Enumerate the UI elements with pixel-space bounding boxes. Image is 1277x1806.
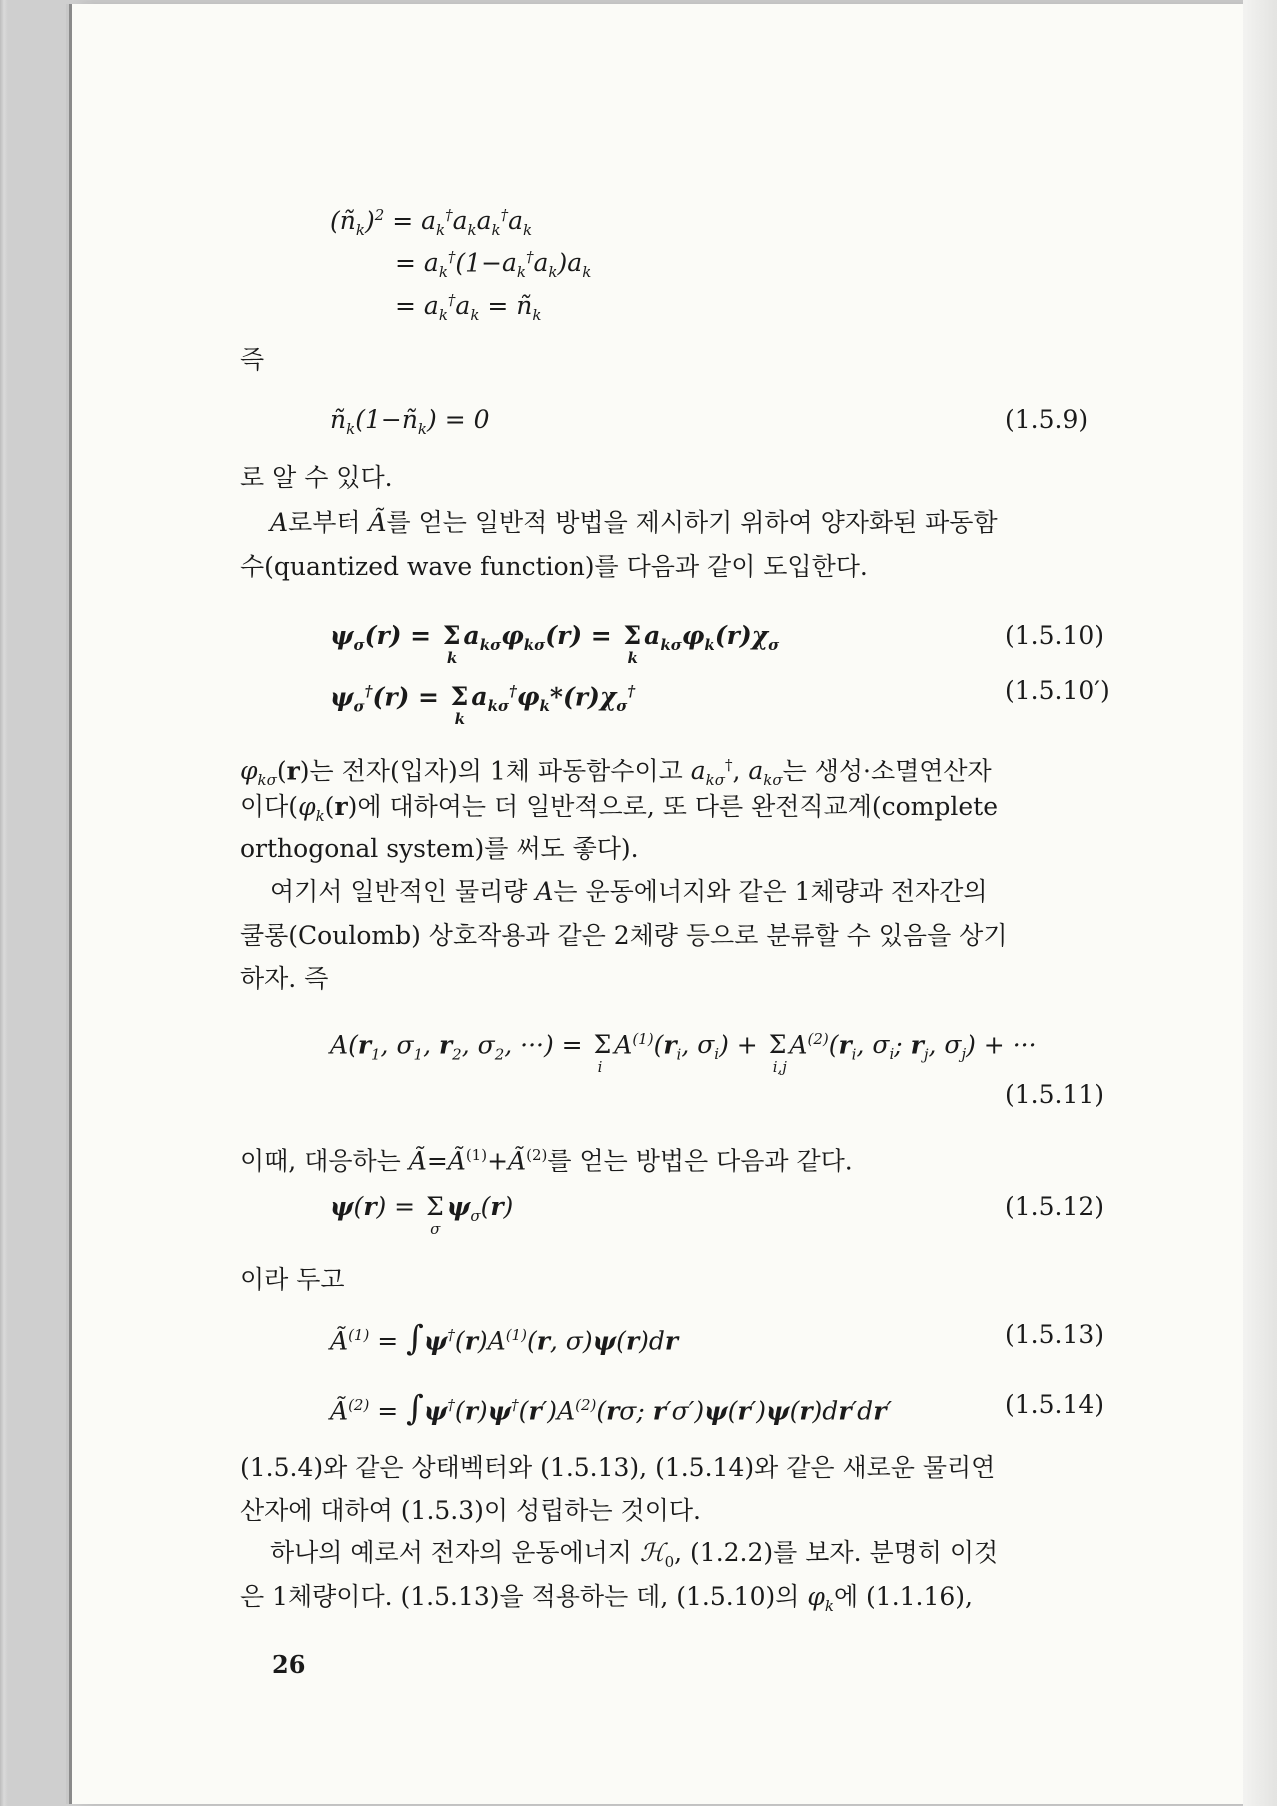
paragraph-hana-line1: 하나의 예로서 전자의 운동에너지 ℋ$_0$, (1.2.2)를 보자. 분명히 이것: [270, 1538, 999, 1571]
paragraph-1-5-4-line2: 산자에 대하여 (1.5.3)이 성립하는 것이다.: [240, 1496, 701, 1525]
equation-number-1-5-9: (1.5.9): [1005, 405, 1089, 434]
equation-1-5-12: ψ(r) = Σ σ $\psi_\sigma(r)$: [330, 1192, 514, 1238]
paragraph-phi-line2: 이다($\varphi_k(r)$에 대하여는 더 일반적으로, 또 다른 완전직교계(complete: [240, 792, 998, 825]
equation-nk-squared-line3: = $a_k^\dagger a_k$ = $ñ_k$: [395, 291, 542, 325]
equation-1-5-13: $Ã^{(1)} = \int\psi^\dagger(r)A^{(1)}(r$, σ)ψ(r)dr: [330, 1318, 679, 1359]
equation-nk-squared-line1: $(ñ_k)^2 = a_k^\dagger a_ka_k^\dagger a_k$: [330, 206, 533, 240]
paragraph-yeogi-line1: 여기서 일반적인 물리량 A는 운동에너지와 같은 1체량과 전자간의: [270, 877, 988, 906]
paragraph-1-5-4-line1: (1.5.4)와 같은 상태벡터와 (1.5.13), (1.5.14)와 같은 새로운 물리연: [240, 1453, 996, 1482]
equation-number-1-5-10: (1.5.10): [1005, 621, 1105, 650]
page-edge: [1243, 0, 1277, 1806]
paragraph-yeogi-line2: 쿨롱(Coulomb) 상호작용과 같은 2체량 등으로 분류할 수 있음을 상기: [240, 921, 1008, 950]
paragraph-ira: 이라 두고: [240, 1265, 345, 1294]
equation-number-1-5-14: (1.5.14): [1005, 1390, 1105, 1419]
word-jeuk: 즉: [240, 345, 265, 374]
paragraph-phi-line1: $\varphi_{k\sigma}(r)$는 전자(입자)의 1체 파동함수이고 $a_{k\sigma}^\dagger$, $a_{k\sigma}$는 생성·소멸연산자: [240, 756, 992, 790]
equation-number-1-5-13: (1.5.13): [1005, 1320, 1105, 1349]
equation-nk-squared-line2: = $a_k^\dagger(1-a_k^\dagger a_k)a_k$: [395, 248, 592, 282]
equation-1-5-10-prime: $\psi_\sigma^\dagger(r) = \Sigma$ k $a_{k\sigma}^\dagger\varphi_k*(r)\chi_\sigma^\dagger$: [330, 682, 636, 729]
equation-number-1-5-11: (1.5.11): [1005, 1080, 1105, 1109]
equation-1-5-9: $ñ_k(1-ñ_k) = 0$: [330, 405, 490, 438]
equation-number-1-5-12: (1.5.12): [1005, 1192, 1105, 1221]
paragraph-intro-line1: A로부터 Ã를 얻는 일반적 방법을 제시하기 위하여 양자화된 파동함: [270, 508, 998, 537]
paragraph-yeogi-line3: 하자. 즉: [240, 964, 329, 993]
paragraph-hana-line2: 은 1체량이다. (1.5.13)을 적용하는 데, (1.5.10)의 $\varphi_k$에 (1.1.16),: [240, 1582, 974, 1615]
page-number: 26: [272, 1650, 306, 1679]
equation-number-1-5-10-prime: (1.5.10′): [1005, 676, 1110, 705]
equation-1-5-11: $A(r_1$, $\sigma_1$, $r_2$, $\sigma_2$, ···) = Σ i $A^{(1)}(r_i$, $\sigma_i) + \Sigma$ i,j $A^{(2)}(r_i$, $\sigma_i$; $r_j$, $\sigma_j$) + ···: [330, 1030, 1037, 1077]
equation-1-5-14: $Ã^{(2)} = \int\psi^\dagger(r)\psi^\dagger(r')A^{(2)}(r\sigma$; r′σ′)ψ(r′)ψ(r)dr′dr′: [330, 1388, 893, 1429]
paragraph-ro-al: 로 알 수 있다.: [240, 463, 393, 492]
paragraph-ittae: 이때, 대응하는 $Ã=Ã^{(1)}+Ã^{(2)}$를 얻는 방법은 다음과 같다.: [240, 1146, 853, 1176]
paragraph-intro-line2: 수(quantized wave function)를 다음과 같이 도입한다.: [240, 552, 868, 581]
equation-1-5-10: $\psi_\sigma(r) = \Sigma$ k $a_{k\sigma}\varphi_{k\sigma}(r) = \Sigma$ k $a_{k\sigma}\varphi_k(r)\chi_\sigma$: [330, 621, 780, 667]
paragraph-phi-line3: orthogonal system)를 써도 좋다).: [240, 834, 639, 863]
